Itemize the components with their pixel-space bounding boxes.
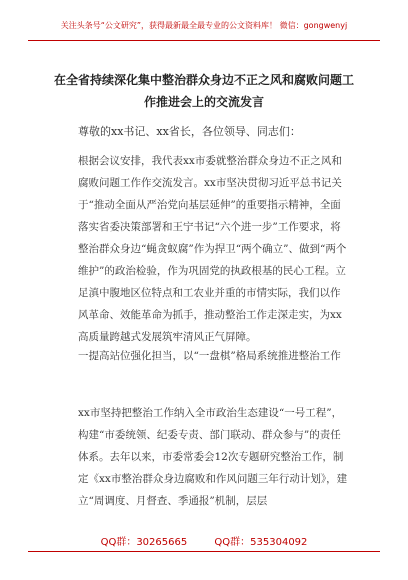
salutation: 尊敬的xx书记、xx省长，各位领导、同志们： [78, 125, 301, 138]
section-heading: 一提高站位强化担当，以“一盘棋”格局系统推进整治工作 [78, 350, 341, 362]
header-banner: 关注头条号“公文研究”，获得最新最全最专业的公文资料库！ 微信：gongwenyj [60, 21, 348, 30]
footer-qq-group-2: QQ群：535304092 [214, 537, 308, 548]
paragraph-body: xx市坚持把整治工作纳入全市政治生态建设“一号工程”，构建“市委统领、纪委专责、部门联动、群众参与”的责任体系。去年以来，市委常委会12次专题研究整治工作，制定《xx市整治群众身边腐败和作风问题三年行动计划》，建立“周调度、月督查、季通报”机制，层层 [78, 407, 348, 507]
footer-qq-group-1: QQ群：30265665 [100, 537, 188, 548]
title-line-1: 在全省持续深化集中整治群众身边不正之风和腐败问题工 [53, 73, 354, 87]
paragraph-intro: 根据会议安排，我代表xx市委就整治群众身边不正之风和腐败问题工作作交流发言。xx市坚决贯彻习近平总书记关于“推动全面从严治党向基层延伸”的重要指示精神，全面落实省委决策部署和王宁书记“六个进一步”工作要求，将整治群众身边“蝇贪蚁腐”作为捍卫“两个确立”、做到“两个维护”的政治检验，作为巩固党的执政根基的民心工程。立足滇中腹地区位特点和工农业并重的市情实际，我们以作风革命、效能革命为抓手，推动整治工作走深走实，为xx高质量跨越式发展筑牢清风正气屏障。 [78, 155, 347, 343]
title-line-2: 作推进会上的交流发言 [143, 95, 264, 109]
footer-contacts [0, 533, 408, 548]
header-divider [28, 40, 380, 41]
document-title [36, 69, 372, 113]
footer-divider [28, 551, 380, 552]
